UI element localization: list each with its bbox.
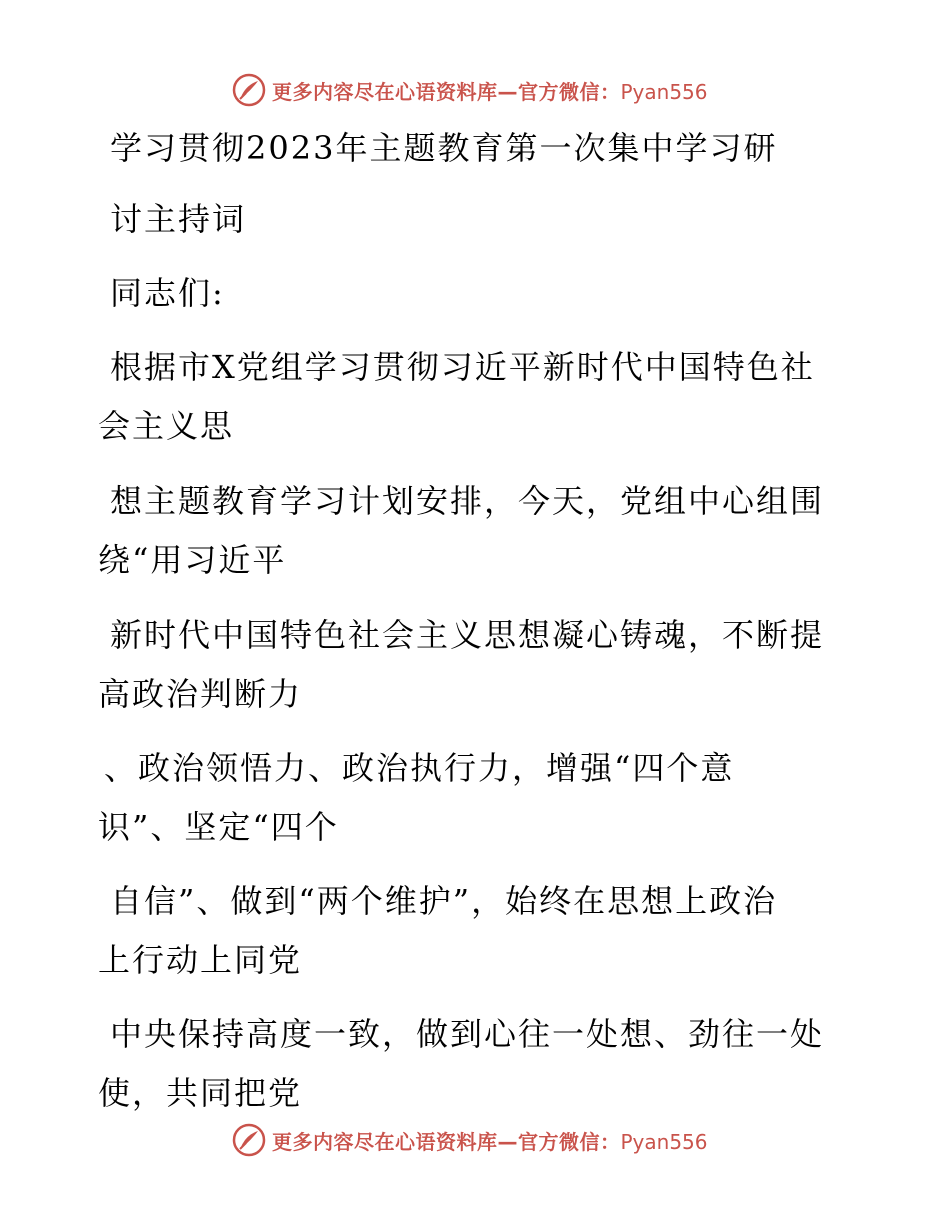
document-title-line-2: 讨主持词 xyxy=(110,200,247,238)
body-line: 上行动上同党 xyxy=(98,941,303,979)
body-line: 根据市X党组学习贯彻习近平新时代中国特色社 xyxy=(110,348,815,386)
body-line: 想主题教育学习计划安排，今天，党组中心组围 xyxy=(110,482,825,520)
body-line: 高政治判断力 xyxy=(98,675,303,713)
footer-watermark xyxy=(232,1120,708,1160)
body-line: 、政治领悟力、政治执行力，增强“四个意 xyxy=(104,749,735,787)
body-line: 会主义思 xyxy=(98,407,235,445)
body-line: 使，共同把党 xyxy=(98,1074,303,1112)
watermark-text: 更多内容尽在心语资料库—官方微信：Pyan556 xyxy=(272,79,708,104)
document-title-line-1: 学习贯彻2023年主题教育第一次集中学习研 xyxy=(110,129,778,167)
quill-logo-icon xyxy=(232,73,266,107)
body-line: 自信”、做到“两个维护”，始终在思想上政治 xyxy=(110,882,778,920)
header-watermark xyxy=(232,70,708,110)
body-line: 中央保持高度一致，做到心往一处想、劲往一处 xyxy=(110,1015,825,1053)
watermark-text: 更多内容尽在心语资料库—官方微信：Pyan556 xyxy=(272,1129,708,1154)
greeting: 同志们: xyxy=(110,274,225,312)
body-line: 新时代中国特色社会主义思想凝心铸魂，不断提 xyxy=(110,616,825,654)
quill-logo-icon xyxy=(232,1123,266,1157)
body-line: 绕“用习近平 xyxy=(98,541,287,579)
body-line: 识”、坚定“四个 xyxy=(98,808,339,846)
